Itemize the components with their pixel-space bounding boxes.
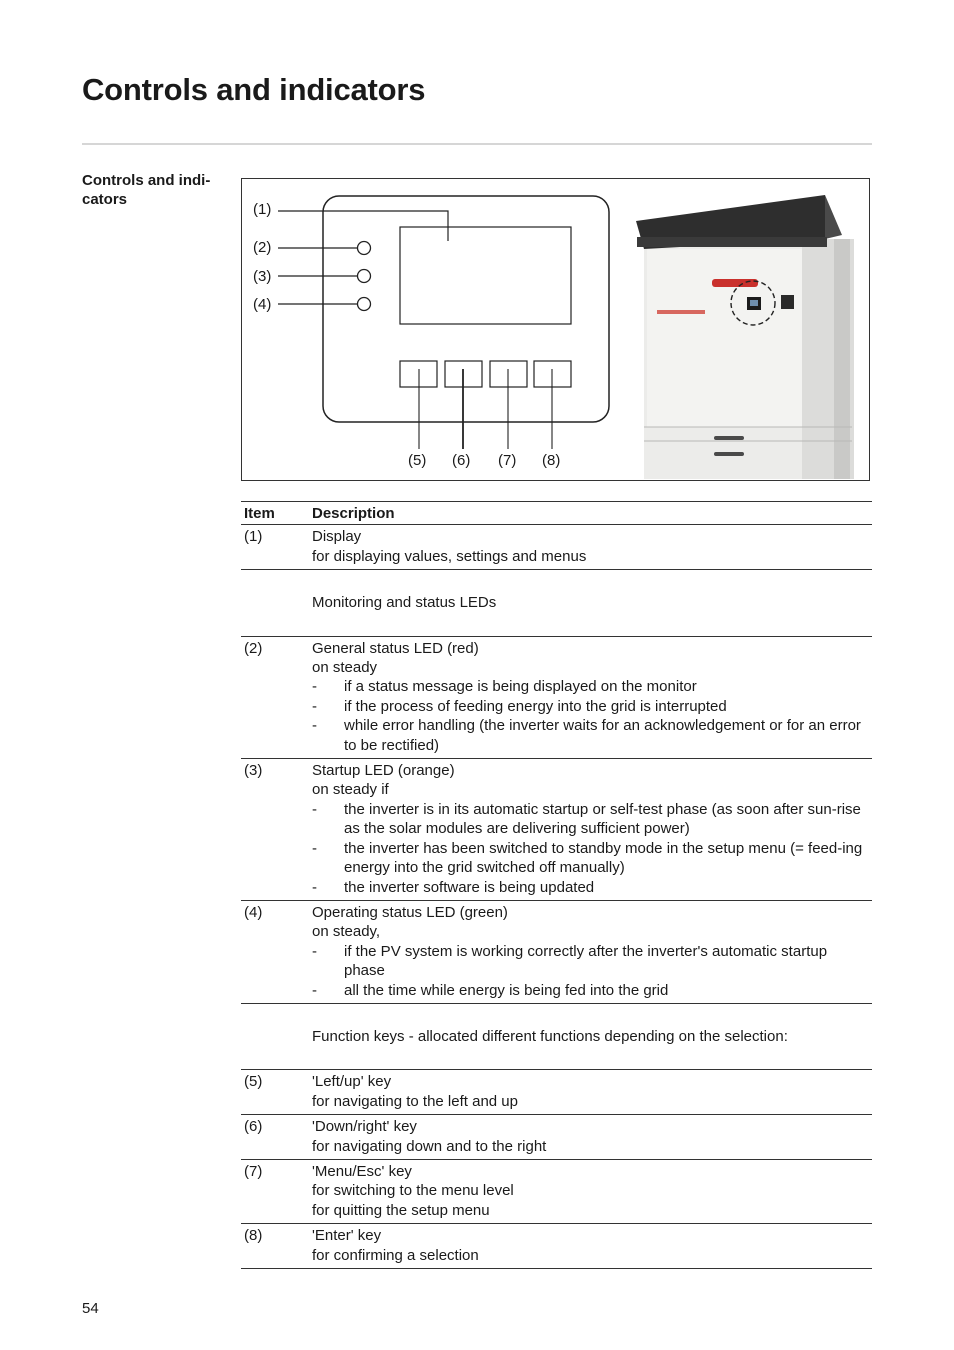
item-number: (6) (241, 1115, 309, 1160)
callout-6: (6) (452, 452, 471, 469)
page-title: Controls and indicators (82, 72, 426, 107)
item-line: for navigating down and to the right (312, 1137, 547, 1155)
table-row (241, 1070, 872, 1115)
title-rule (82, 143, 872, 145)
item-description (309, 900, 872, 1003)
item-description (309, 636, 872, 758)
callout-4: (4) (253, 296, 272, 313)
item-title: Operating status LED (green) (312, 903, 508, 921)
list-item: - if the process of feeding energy into the grid is interrupted (312, 697, 869, 716)
item-title: 'Left/up' key (312, 1073, 392, 1091)
header-item: Item (241, 502, 309, 525)
item-description (309, 525, 872, 570)
item-description (309, 1115, 872, 1160)
led-3-icon (358, 270, 371, 283)
item-title: 'Menu/Esc' key (312, 1162, 412, 1180)
item-number: (4) (241, 900, 309, 1003)
table-row (241, 1115, 872, 1160)
table-row (241, 1224, 872, 1269)
led-2-icon (358, 242, 371, 255)
item-title: Startup LED (orange) (312, 762, 455, 780)
item-title: 'Enter' key (312, 1227, 382, 1245)
item-number: (8) (241, 1224, 309, 1269)
item-line: for displaying values, settings and menus (312, 547, 587, 565)
side-heading-line2: cators (82, 191, 128, 208)
led-4-icon (358, 298, 371, 311)
side-heading-line1: Controls and indi- (82, 172, 211, 189)
item-description (309, 1224, 872, 1269)
list-item: - all the time while energy is being fed into the grid (312, 981, 869, 1000)
list-item: - the inverter has been switched to standby mode in the setup menu (= feed-ing energy into the grid switched off manually) (312, 839, 869, 878)
item-line: for switching to the menu level (312, 1182, 514, 1200)
item-number: (2) (241, 636, 309, 758)
header-description: Description (309, 502, 872, 525)
list-item: - the inverter is in its automatic startup or self-test phase (as soon after sun-rise as the solar modules are delivering sufficient power) (312, 800, 869, 839)
callout-3: (3) (253, 268, 272, 285)
item-number: (1) (241, 525, 309, 570)
list-item: - if the PV system is working correctly after the inverter's automatic startup phase (312, 942, 869, 981)
display-outline (400, 227, 571, 324)
bullet-list (312, 677, 869, 755)
controls-figure (241, 178, 870, 481)
bullet-list (312, 942, 869, 1000)
items-table (241, 501, 872, 1269)
item-number: (3) (241, 759, 309, 901)
table-header-row (241, 502, 872, 525)
control-panel-diagram (242, 179, 871, 482)
table-row (241, 525, 872, 570)
item-line: on steady (312, 659, 378, 677)
group-heading: Function keys - allocated different functions depending on the selection: (309, 1003, 872, 1069)
inverter-cabinet-illustration (636, 195, 854, 479)
list-item: - if a status message is being displayed on the monitor (312, 677, 869, 696)
item-line: for navigating to the left and up (312, 1092, 518, 1110)
item-title: Display (312, 528, 362, 546)
list-item: - while error handling (the inverter waits for an acknowledgement or for an error to be rectified) (312, 716, 869, 755)
item-number: (7) (241, 1159, 309, 1223)
table-row (241, 759, 872, 901)
item-line: on steady, (312, 923, 381, 941)
item-line: for confirming a selection (312, 1246, 479, 1264)
page-number: 54 (82, 1300, 99, 1317)
item-number: (5) (241, 1070, 309, 1115)
group-row-keys (241, 1003, 872, 1069)
item-line: on steady if (312, 781, 389, 799)
item-description (309, 1070, 872, 1115)
item-description (309, 1159, 872, 1223)
item-title: 'Down/right' key (312, 1118, 417, 1136)
callout-5: (5) (408, 452, 427, 469)
callout-1: (1) (253, 201, 272, 218)
item-description (309, 759, 872, 901)
list-item: - the inverter software is being updated (312, 878, 869, 897)
table-row (241, 1159, 872, 1223)
side-heading (82, 171, 232, 209)
table-row (241, 636, 872, 758)
leader-1 (278, 211, 448, 241)
group-heading: Monitoring and status LEDs (309, 570, 872, 636)
table-row (241, 900, 872, 1003)
item-line: for quitting the setup menu (312, 1201, 490, 1219)
item-title: General status LED (red) (312, 639, 479, 657)
bullet-list (312, 800, 869, 897)
group-row-leds (241, 570, 872, 636)
callout-8: (8) (542, 452, 561, 469)
callout-2: (2) (253, 239, 272, 256)
callout-7: (7) (498, 452, 517, 469)
